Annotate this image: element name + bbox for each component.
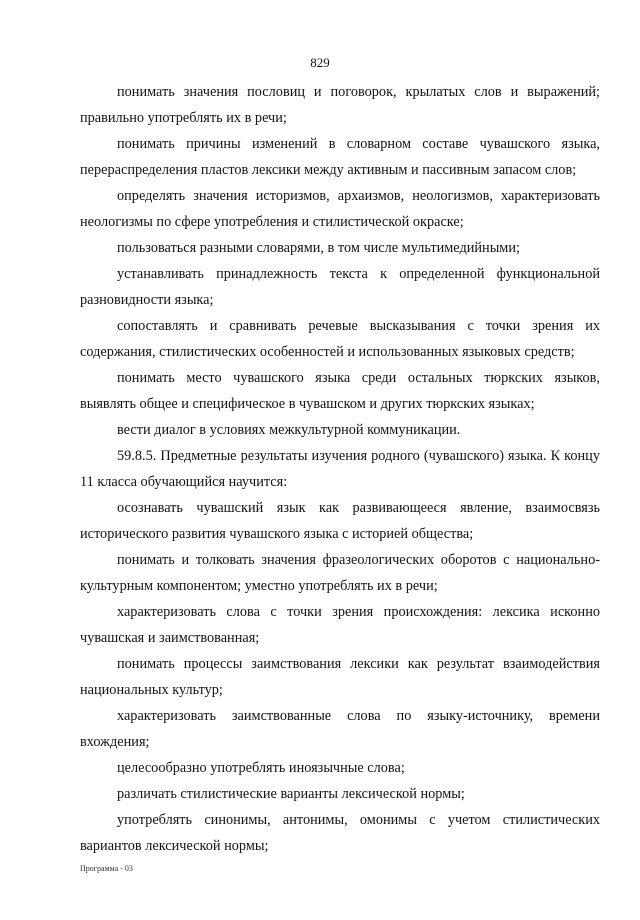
document-body: [80, 79, 600, 859]
section-heading-paragraph: 59.8.5. Предметные результаты изучения родного (чувашского) языка. К концу 11 класса обучающийся научится:: [80, 448, 600, 490]
paragraph: сопоставлять и сравнивать речевые высказывания с точки зрения их содержания, стилистических особенностей и использованных языковых средств;: [80, 318, 600, 360]
paragraph: употреблять синонимы, антонимы, омонимы с учетом стилистических вариантов лексической нормы;: [80, 812, 600, 854]
paragraph: понимать и толковать значения фразеологических оборотов с национально-культурным компонентом; уместно употреблять их в речи;: [80, 552, 600, 594]
paragraph: различать стилистические варианты лексической нормы;: [117, 786, 465, 802]
paragraph: понимать причины изменений в словарном составе чувашского языка, перераспределения пластов лексики между активным и пассивным запасом слов;: [80, 136, 600, 178]
footer-label: Программа - 03: [80, 864, 133, 873]
page-number: 829: [310, 55, 330, 70]
paragraph: вести диалог в условиях межкультурной коммуникации.: [117, 422, 461, 438]
paragraph: устанавливать принадлежность текста к определенной функциональной разновидности языка;: [80, 266, 600, 308]
paragraph: осознавать чувашский язык как развивающееся явление, взаимосвязь исторического развития чувашского языка с историей общества;: [80, 500, 600, 542]
paragraph: понимать процессы заимствования лексики как результат взаимодействия национальных культур;: [80, 656, 600, 698]
paragraph: характеризовать заимствованные слова по языку-источнику, времени вхождения;: [80, 708, 600, 750]
paragraph: пользоваться разными словарями, в том числе мультимедийными;: [117, 240, 520, 256]
paragraph: понимать значения пословиц и поговорок, крылатых слов и выражений; правильно употреблять их в речи;: [80, 84, 600, 126]
paragraph: определять значения историзмов, архаизмов, неологизмов, характеризовать неологизмы по сфере употребления и стилистической окраске;: [80, 188, 600, 230]
paragraph: целесообразно употреблять иноязычные слова;: [117, 760, 405, 776]
paragraph: понимать место чувашского языка среди остальных тюркских языков, выявлять общее и специфическое в чувашском и других тюркских языках;: [80, 370, 600, 412]
paragraph: характеризовать слова с точки зрения происхождения: лексика исконно чувашская и заимствованная;: [80, 604, 600, 646]
